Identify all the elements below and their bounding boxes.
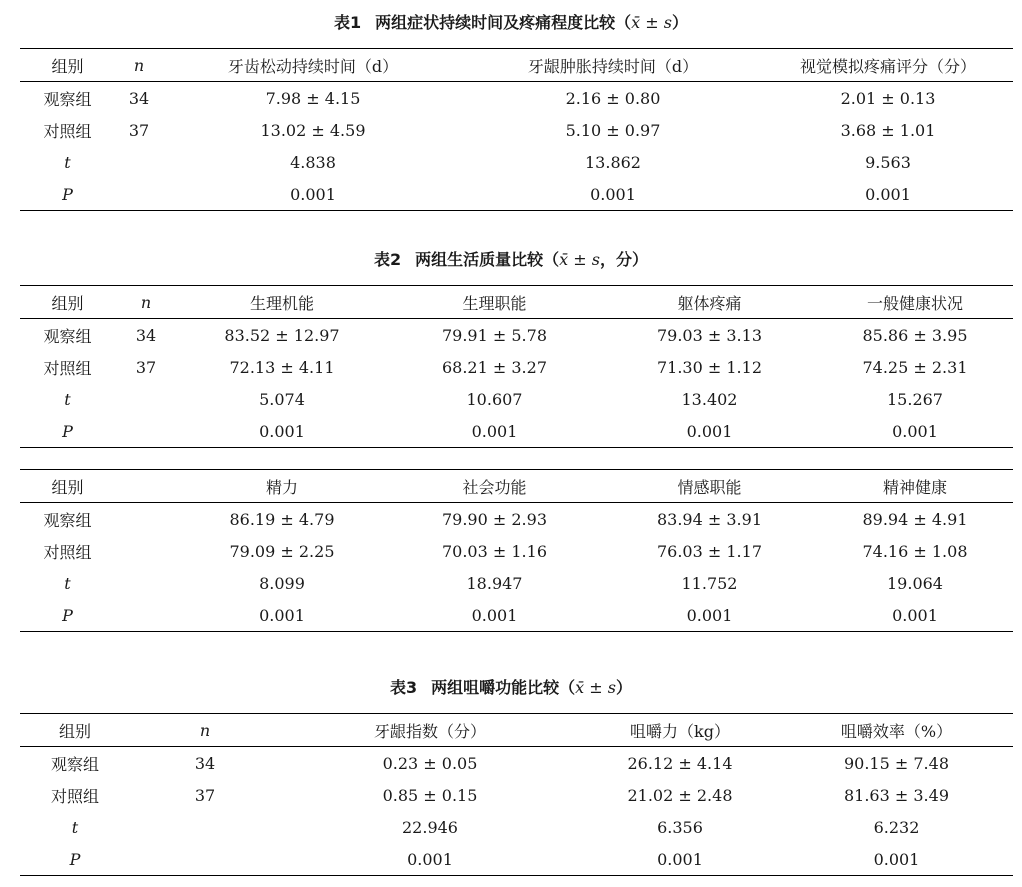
column-header: 咀嚼力（kg） (630, 721, 730, 741)
table2-caption (0, 250, 1022, 270)
table-row (20, 747, 1013, 780)
table-cell: 81.63 ± 3.49 (843, 785, 949, 805)
table-cell: 71.30 ± 1.12 (656, 357, 762, 377)
column-header: 组别 (51, 477, 84, 497)
table1-number: 表1 (334, 13, 362, 32)
table-cell: 0.23 ± 0.05 (382, 753, 478, 773)
table-cell: 4.838 (290, 152, 336, 172)
table-cell: 8.099 (259, 573, 305, 593)
table-row (20, 811, 1013, 843)
table-cell: 79.91 ± 5.78 (441, 325, 547, 345)
table-row (20, 535, 1013, 567)
table3 (20, 713, 1013, 876)
table3-caption (0, 678, 1022, 698)
column-header: 精神健康 (882, 477, 947, 497)
table-cell: t (64, 152, 71, 172)
table2-title-close: ，分） (599, 250, 648, 269)
column-header (115, 470, 177, 503)
column-header: n (199, 720, 211, 740)
table-header-row (20, 714, 1013, 747)
column-header: 组别 (51, 56, 84, 76)
column-header: 牙龈肿胀持续时间（d） (527, 56, 699, 76)
column-header: n (133, 55, 145, 75)
table-cell: 9.563 (865, 152, 911, 172)
table-cell: 21.02 ± 2.48 (627, 785, 733, 805)
table-cell (115, 415, 177, 448)
table-cell: 74.16 ± 1.08 (862, 541, 968, 561)
table-cell: 观察组 (50, 754, 99, 774)
table3-title-symbol: x̄ ± s (575, 678, 616, 697)
table-cell: 13.02 ± 4.59 (260, 120, 366, 140)
table-cell: 观察组 (43, 89, 92, 109)
table-cell: 对照组 (43, 542, 92, 562)
table-cell: 22.946 (402, 817, 458, 837)
table2-part2 (20, 469, 1013, 632)
table-cell: 对照组 (43, 121, 92, 141)
table-cell: 0.001 (865, 184, 911, 204)
table-cell: t (64, 389, 71, 409)
table-cell: 18.947 (466, 573, 523, 593)
table1-caption (0, 13, 1022, 33)
table2-part1 (20, 285, 1013, 448)
table-cell: 13.402 (681, 389, 738, 409)
column-header: n (140, 292, 152, 312)
table-cell: P (62, 421, 73, 441)
table-cell: 34 (128, 88, 150, 108)
column-header: 牙龈指数（分） (373, 721, 486, 741)
table-row (20, 383, 1013, 415)
table-cell: P (62, 184, 73, 204)
table-cell: 37 (194, 785, 216, 805)
column-header: 咀嚼效率（%） (840, 721, 953, 741)
table-cell: 0.001 (892, 421, 938, 441)
table-cell: 0.001 (686, 605, 733, 625)
column-header: 一般健康状况 (866, 293, 963, 313)
table-cell: P (69, 849, 81, 869)
table-header-row (20, 470, 1013, 503)
table-cell: 6.232 (873, 817, 920, 837)
table-row (20, 114, 1013, 146)
table-cell: 74.25 ± 2.31 (862, 357, 968, 377)
table-cell: 2.16 ± 0.80 (565, 88, 661, 108)
table-cell: 0.001 (657, 849, 703, 869)
table-cell (115, 383, 177, 415)
table-cell: 37 (135, 357, 157, 377)
column-header: 组别 (51, 293, 84, 313)
table-cell: 34 (135, 325, 157, 345)
column-header: 牙齿松动持续时间（d） (227, 56, 399, 76)
table-cell: 26.12 ± 4.14 (627, 753, 733, 773)
table-cell: 0.001 (892, 605, 938, 625)
table3-title: 两组咀嚼功能比较（ (431, 678, 576, 697)
table-cell: 0.001 (259, 421, 305, 441)
table-cell: 68.21 ± 3.27 (441, 357, 547, 377)
table-cell: 13.862 (585, 152, 641, 172)
table-cell: 79.90 ± 2.93 (441, 509, 547, 529)
table-cell: 0.001 (873, 849, 920, 869)
table-cell (115, 535, 177, 567)
table1-title: 两组症状持续时间及疼痛程度比较（ (375, 13, 632, 32)
table-cell: 0.001 (590, 184, 636, 204)
table-row (20, 599, 1013, 632)
table-cell: 70.03 ± 1.16 (441, 541, 547, 561)
column-header: 精力 (265, 477, 298, 497)
column-header: 社会功能 (462, 477, 527, 497)
table-row (20, 82, 1013, 115)
table-cell: 对照组 (43, 358, 92, 378)
table-cell: t (71, 817, 79, 837)
table-cell (115, 567, 177, 599)
table-cell: 83.94 ± 3.91 (656, 509, 762, 529)
table1 (20, 48, 1013, 211)
table-cell: 对照组 (50, 786, 99, 806)
table-cell (130, 811, 280, 843)
table-cell: 3.68 ± 1.01 (840, 120, 936, 140)
table-cell (115, 178, 163, 211)
table-cell: 0.001 (290, 184, 336, 204)
column-header: 躯体疼痛 (677, 293, 742, 313)
table-cell: 0.001 (686, 421, 733, 441)
table-cell: 79.03 ± 3.13 (656, 325, 762, 345)
table-cell: 34 (194, 753, 216, 773)
table-header-row (20, 286, 1013, 319)
table-cell: 90.15 ± 7.48 (843, 753, 949, 773)
table-cell: 0.001 (471, 605, 518, 625)
table2-title: 两组生活质量比较（ (415, 250, 560, 269)
table-cell: 0.001 (407, 849, 453, 869)
table-cell: P (62, 605, 73, 625)
table-row (20, 843, 1013, 876)
table-cell: 0.001 (471, 421, 518, 441)
table-cell: 15.267 (887, 389, 943, 409)
table-cell: 79.09 ± 2.25 (229, 541, 335, 561)
table-cell: t (64, 573, 71, 593)
table-cell: 观察组 (43, 326, 92, 346)
table-cell: 10.607 (466, 389, 523, 409)
column-header: 生理机能 (249, 293, 314, 313)
table-row (20, 319, 1013, 352)
table-cell: 0.001 (259, 605, 305, 625)
table-cell: 37 (128, 120, 150, 140)
table-cell: 86.19 ± 4.79 (229, 509, 335, 529)
column-header: 情感职能 (677, 477, 742, 497)
table-row (20, 146, 1013, 178)
table-cell: 19.064 (887, 573, 943, 593)
table-row (20, 178, 1013, 211)
table-cell (115, 503, 177, 536)
column-header: 生理职能 (462, 293, 527, 313)
table3-number: 表3 (390, 678, 418, 697)
table-header-row (20, 49, 1013, 82)
table-row (20, 351, 1013, 383)
table-cell: 76.03 ± 1.17 (656, 541, 762, 561)
table-row (20, 415, 1013, 448)
table-cell: 2.01 ± 0.13 (840, 88, 936, 108)
table-cell: 7.98 ± 4.15 (265, 88, 361, 108)
table1-title-close: ） (671, 13, 688, 32)
table-row (20, 567, 1013, 599)
table2-number: 表2 (374, 250, 402, 269)
table-cell: 11.752 (681, 573, 738, 593)
column-header: 视觉模拟疼痛评分（分） (799, 56, 976, 76)
table-cell: 72.13 ± 4.11 (229, 357, 335, 377)
table-cell (115, 599, 177, 632)
table-cell: 89.94 ± 4.91 (862, 509, 968, 529)
table-cell: 5.10 ± 0.97 (565, 120, 661, 140)
table1-title-symbol: x̄ ± s (631, 13, 672, 32)
table2-title-symbol: x̄ ± s (559, 250, 600, 269)
table-cell: 观察组 (43, 510, 92, 530)
table3-title-close: ） (615, 678, 632, 697)
column-header: 组别 (58, 721, 91, 741)
table-cell: 6.356 (657, 817, 703, 837)
table-cell: 0.85 ± 0.15 (382, 785, 478, 805)
table-cell (115, 146, 163, 178)
table-row (20, 779, 1013, 811)
table-cell: 83.52 ± 12.97 (224, 325, 340, 345)
table-cell (130, 843, 280, 876)
table-row (20, 503, 1013, 536)
table-cell: 85.86 ± 3.95 (862, 325, 968, 345)
table-cell: 5.074 (259, 389, 305, 409)
